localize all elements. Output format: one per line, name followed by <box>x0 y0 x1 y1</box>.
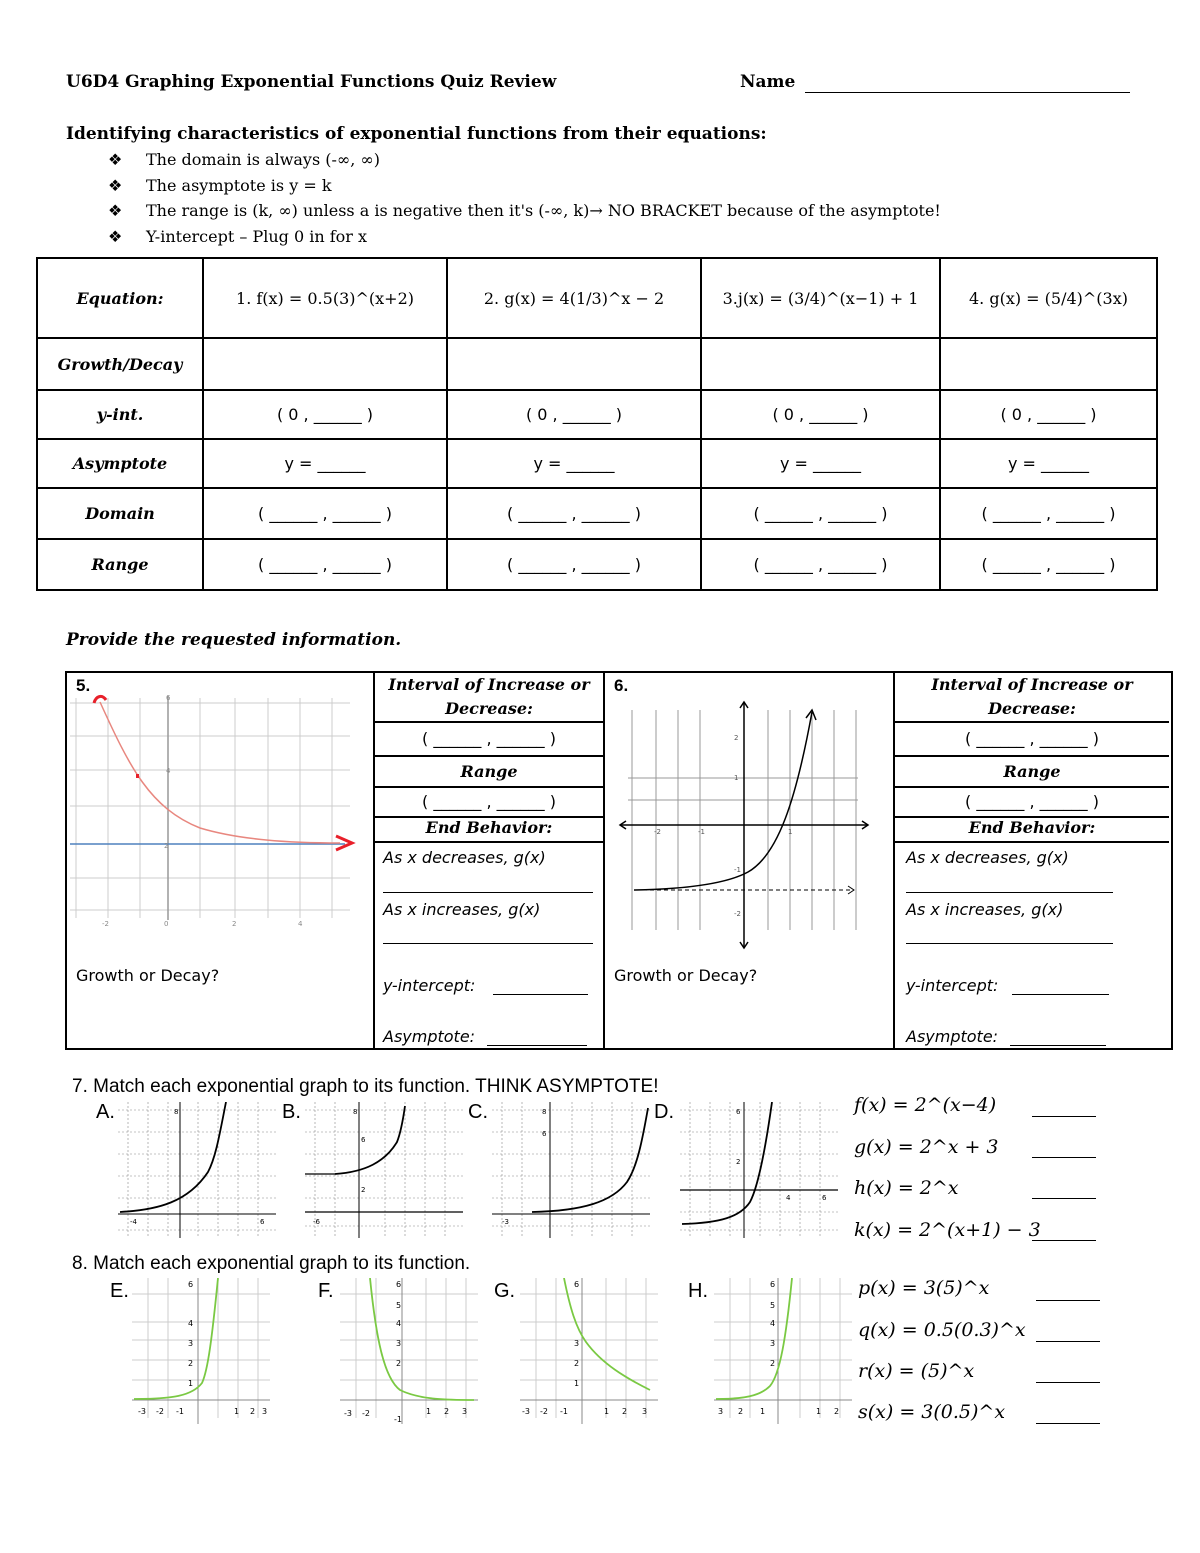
q7-graph-c <box>492 1102 652 1240</box>
domain-cell-1[interactable]: ( ______ , ______ ) <box>203 488 447 539</box>
q8-answer-s[interactable] <box>1036 1423 1100 1424</box>
yint-cell-2[interactable]: ( 0 , ______ ) <box>447 390 701 439</box>
svg-text:2: 2 <box>738 1407 744 1416</box>
bullet-range: ❖ The range is (k, ∞) unless a is negative then it's (-∞, k)→ NO BRACKET because of the asymptote! <box>104 201 941 220</box>
p6-asym-label: Asymptote: <box>906 1027 999 1046</box>
p5-interval-blank[interactable]: ( ______ , ______ ) <box>375 723 603 757</box>
q7-letter-c: C. <box>468 1101 488 1123</box>
svg-text:-6: -6 <box>313 1218 320 1226</box>
q7-letter-b: B. <box>282 1101 301 1123</box>
q7-function-g: g(x) = 2^x + 3 <box>854 1136 999 1158</box>
row-label-range: Range <box>37 539 203 590</box>
p5-asym-label: Asymptote: <box>383 1027 476 1046</box>
svg-text:2: 2 <box>622 1407 628 1416</box>
svg-text:1: 1 <box>734 774 739 782</box>
svg-text:6: 6 <box>574 1280 580 1289</box>
problem-5-growth-question: Growth or Decay? <box>76 966 220 985</box>
p5-increases-label: As x increases, g(x) <box>383 900 541 919</box>
p6-increases-label: As x increases, g(x) <box>906 900 1064 919</box>
q7-answer-g[interactable] <box>1032 1157 1096 1158</box>
q8-answer-r[interactable] <box>1036 1382 1100 1383</box>
p5-range-label: Range <box>375 757 603 788</box>
divider <box>895 841 1169 843</box>
svg-text:3: 3 <box>462 1407 468 1416</box>
svg-text:1: 1 <box>788 828 793 836</box>
svg-text:-2: -2 <box>734 910 741 918</box>
bullet-domain: ❖ The domain is always (-∞, ∞) <box>104 150 380 169</box>
equation-1: 1. f(x) = 0.5(3)^(x+2) <box>203 258 447 338</box>
svg-text:4: 4 <box>298 920 303 928</box>
svg-text:2: 2 <box>250 1407 256 1416</box>
q8-letter-f: F. <box>318 1280 334 1302</box>
q7-answer-f[interactable] <box>1032 1116 1096 1117</box>
growth-cell-2[interactable] <box>447 338 701 390</box>
q8-prompt: 8. Match each exponential graph to its function. <box>72 1253 471 1274</box>
q8-graph-e <box>132 1278 272 1426</box>
svg-text:3: 3 <box>718 1407 724 1416</box>
q8-graph-f <box>340 1278 480 1426</box>
svg-text:1: 1 <box>816 1407 822 1416</box>
svg-text:6: 6 <box>736 1108 741 1116</box>
yint-cell-3[interactable]: ( 0 , ______ ) <box>701 390 940 439</box>
svg-text:3: 3 <box>396 1339 402 1348</box>
equation-2: 2. g(x) = 4(1/3)^x − 2 <box>447 258 701 338</box>
section-heading: Provide the requested information. <box>66 630 402 650</box>
svg-text:3: 3 <box>770 1339 776 1348</box>
p6-yint-blank[interactable] <box>1012 994 1109 995</box>
problem-6-number: 6. <box>614 676 629 695</box>
problem-6-growth-question: Growth or Decay? <box>614 966 758 985</box>
svg-text:-1: -1 <box>560 1407 568 1416</box>
q8-letter-g: G. <box>494 1280 516 1302</box>
svg-text:-2: -2 <box>540 1407 548 1416</box>
svg-text:-1: -1 <box>176 1407 184 1416</box>
p5-yint-label: y-intercept: <box>383 976 476 995</box>
svg-text:8: 8 <box>353 1108 358 1116</box>
name-field[interactable] <box>805 92 1130 93</box>
bullet-yintercept: ❖ Y-intercept – Plug 0 in for x <box>104 227 367 246</box>
p5-yint-blank[interactable] <box>493 994 588 995</box>
svg-text:2: 2 <box>574 1359 580 1368</box>
svg-text:3: 3 <box>188 1339 194 1348</box>
diamond-icon: ❖ <box>108 150 123 169</box>
svg-text:6: 6 <box>166 694 171 702</box>
p6-asym-blank[interactable] <box>1010 1045 1106 1046</box>
p5-range-blank[interactable]: ( ______ , ______ ) <box>375 788 603 818</box>
divider <box>603 671 605 1048</box>
q8-letter-h: H. <box>688 1280 708 1302</box>
characteristics-table <box>36 257 1158 591</box>
row-label-yint: y-int. <box>37 390 203 439</box>
asym-cell-3[interactable]: y = ______ <box>701 439 940 488</box>
range-cell-1[interactable]: ( ______ , ______ ) <box>203 539 447 590</box>
domain-cell-4[interactable]: ( ______ , ______ ) <box>940 488 1157 539</box>
p5-decreases-blank[interactable] <box>383 892 593 893</box>
svg-text:3: 3 <box>642 1407 648 1416</box>
range-cell-3[interactable]: ( ______ , ______ ) <box>701 539 940 590</box>
svg-text:0: 0 <box>164 920 169 928</box>
page-title: U6D4 Graphing Exponential Functions Quiz Review <box>66 72 557 92</box>
p5-interval-label: Interval of Increase or Decrease: <box>375 673 603 723</box>
row-label-domain: Domain <box>37 488 203 539</box>
svg-text:8: 8 <box>542 1108 547 1116</box>
svg-text:1: 1 <box>760 1407 766 1416</box>
svg-text:2: 2 <box>164 842 169 850</box>
q8-function-r: r(x) = (5)^x <box>858 1360 975 1382</box>
q7-function-h: h(x) = 2^x <box>854 1177 959 1199</box>
q8-function-p: p(x) = 3(5)^x <box>858 1277 990 1299</box>
svg-text:6: 6 <box>396 1280 402 1289</box>
svg-text:1: 1 <box>234 1407 240 1416</box>
growth-cell-4[interactable] <box>940 338 1157 390</box>
p5-decreases-label: As x decreases, g(x) <box>383 848 546 867</box>
svg-text:4: 4 <box>770 1319 776 1328</box>
svg-text:6: 6 <box>542 1130 547 1138</box>
p6-end-behavior-label: End Behavior: <box>968 818 1096 837</box>
p6-decreases-label: As x decreases, g(x) <box>906 848 1069 867</box>
svg-text:-1: -1 <box>394 1415 402 1424</box>
p6-range-blank[interactable]: ( ______ , ______ ) <box>895 788 1169 818</box>
intro-heading: Identifying characteristics of exponential functions from their equations: <box>66 124 767 144</box>
svg-text:2: 2 <box>834 1407 840 1416</box>
svg-text:-1: -1 <box>734 866 741 874</box>
equation-4: 4. g(x) = (5/4)^(3x) <box>940 258 1157 338</box>
svg-text:2: 2 <box>770 1359 776 1368</box>
row-label-growth: Growth/Decay <box>37 338 203 390</box>
diamond-icon: ❖ <box>108 176 123 195</box>
p6-decreases-blank[interactable] <box>906 892 1113 893</box>
yint-cell-4[interactable]: ( 0 , ______ ) <box>940 390 1157 439</box>
equation-3: 3.j(x) = (3/4)^(x−1) + 1 <box>701 258 940 338</box>
q7-answer-h[interactable] <box>1032 1198 1096 1199</box>
svg-text:-2: -2 <box>654 828 661 836</box>
growth-cell-1[interactable] <box>203 338 447 390</box>
svg-text:2: 2 <box>232 920 237 928</box>
svg-text:-2: -2 <box>102 920 109 928</box>
svg-text:1: 1 <box>426 1407 432 1416</box>
asym-cell-4[interactable]: y = ______ <box>940 439 1157 488</box>
asym-cell-2[interactable]: y = ______ <box>447 439 701 488</box>
q7-letter-d: D. <box>654 1101 674 1123</box>
q8-answer-p[interactable] <box>1036 1300 1100 1301</box>
svg-text:1: 1 <box>188 1379 194 1388</box>
svg-text:-2: -2 <box>362 1409 370 1418</box>
q7-function-k: k(x) = 2^(x+1) − 3 <box>854 1219 1041 1241</box>
p5-end-behavior-label: End Behavior: <box>425 818 553 837</box>
svg-text:8: 8 <box>174 1108 179 1116</box>
q7-answer-k[interactable] <box>1032 1240 1096 1241</box>
p6-interval-blank[interactable]: ( ______ , ______ ) <box>895 723 1169 757</box>
p6-range-label: Range <box>895 757 1169 788</box>
q7-prompt: 7. Match each exponential graph to its function. THINK ASYMPTOTE! <box>72 1076 659 1097</box>
diamond-icon: ❖ <box>108 201 123 220</box>
diamond-icon: ❖ <box>108 227 123 246</box>
svg-text:2: 2 <box>396 1359 402 1368</box>
svg-text:1: 1 <box>574 1379 580 1388</box>
svg-text:6: 6 <box>822 1194 827 1202</box>
q7-graph-a <box>118 1102 278 1240</box>
q7-graph-d <box>680 1102 840 1240</box>
svg-text:2: 2 <box>188 1359 194 1368</box>
q8-answer-q[interactable] <box>1036 1341 1100 1342</box>
p6-yint-label: y-intercept: <box>906 976 999 995</box>
svg-text:2: 2 <box>734 734 739 742</box>
domain-cell-3[interactable]: ( ______ , ______ ) <box>701 488 940 539</box>
q8-graph-g <box>520 1278 660 1426</box>
svg-text:2: 2 <box>444 1407 450 1416</box>
q8-function-q: q(x) = 0.5(0.3)^x <box>858 1319 1026 1341</box>
problem-6-graph <box>618 700 873 950</box>
p5-increases-blank[interactable] <box>383 943 593 944</box>
q7-graph-b <box>305 1102 465 1240</box>
yint-cell-1[interactable]: ( 0 , ______ ) <box>203 390 447 439</box>
svg-text:-2: -2 <box>156 1407 164 1416</box>
row-label-asymptote: Asymptote <box>37 439 203 488</box>
growth-cell-3[interactable] <box>701 338 940 390</box>
problem-5-graph <box>70 688 370 938</box>
svg-text:5: 5 <box>770 1301 776 1310</box>
p6-interval-label: Interval of Increase or Decrease: <box>895 673 1169 723</box>
asym-cell-1[interactable]: y = ______ <box>203 439 447 488</box>
svg-text:5: 5 <box>396 1301 402 1310</box>
name-label: Name <box>740 72 796 92</box>
svg-text:-3: -3 <box>502 1218 509 1226</box>
svg-text:4: 4 <box>786 1194 791 1202</box>
p6-increases-blank[interactable] <box>906 943 1113 944</box>
divider <box>375 841 603 843</box>
svg-text:4: 4 <box>396 1319 402 1328</box>
svg-text:3: 3 <box>262 1407 268 1416</box>
domain-cell-2[interactable]: ( ______ , ______ ) <box>447 488 701 539</box>
q7-function-f: f(x) = 2^(x−4) <box>854 1094 997 1116</box>
svg-text:2: 2 <box>361 1186 366 1194</box>
svg-text:2: 2 <box>736 1158 741 1166</box>
svg-text:4: 4 <box>188 1319 194 1328</box>
svg-text:6: 6 <box>188 1280 194 1289</box>
q8-letter-e: E. <box>110 1280 129 1302</box>
svg-text:-3: -3 <box>522 1407 530 1416</box>
svg-text:6: 6 <box>260 1218 265 1226</box>
p5-asym-blank[interactable] <box>487 1045 587 1046</box>
problem-5-number: 5. <box>76 676 91 695</box>
q7-letter-a: A. <box>96 1101 115 1123</box>
svg-text:6: 6 <box>361 1136 366 1144</box>
q8-graph-h <box>714 1278 854 1426</box>
svg-text:6: 6 <box>770 1280 776 1289</box>
svg-text:-3: -3 <box>138 1407 146 1416</box>
svg-text:4: 4 <box>166 767 171 775</box>
svg-text:-3: -3 <box>344 1409 352 1418</box>
range-cell-2[interactable]: ( ______ , ______ ) <box>447 539 701 590</box>
svg-text:-1: -1 <box>698 828 705 836</box>
svg-text:-4: -4 <box>130 1218 137 1226</box>
svg-text:3: 3 <box>574 1339 580 1348</box>
svg-text:1: 1 <box>604 1407 610 1416</box>
bullet-asymptote: ❖ The asymptote is y = k <box>104 176 332 195</box>
range-cell-4[interactable]: ( ______ , ______ ) <box>940 539 1157 590</box>
row-label-equation: Equation: <box>37 258 203 338</box>
q8-function-s: s(x) = 3(0.5)^x <box>858 1401 1006 1423</box>
